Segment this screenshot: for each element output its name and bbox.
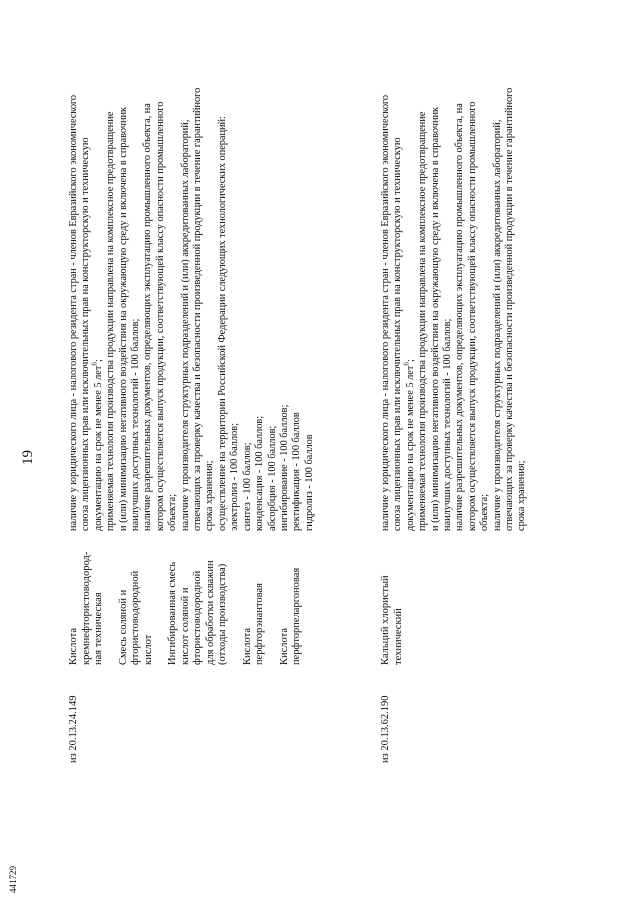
requirement-line-3: документацию на срок не менее 5 лет$^6$; <box>90 359 104 531</box>
row-1-products <box>68 525 304 665</box>
document-id: 441729 <box>8 866 18 893</box>
row-2-code: из 20.13.62.190 <box>380 695 391 763</box>
row-2-products <box>380 525 405 665</box>
row-1-code: из 20.13.24.149 <box>68 695 79 763</box>
page-number: 19 <box>20 450 36 465</box>
row-1-requirements: наличие у юридического лица - налогового резидента стран - членов Евразийского экономического союза лицензионных прав или исключительных прав на конструкторскую и техническую документацию на срок не менее 5 лет$^6$; применяемая технология производства продукции направлена на комплексное предотвращение и (или) минимизацию негативного воздействия на окружающую среду и включена в справочник наилучших доступных технологий - 100 баллов; наличие разрешительных документов, определяющих эксплуатацию промышленного объекта, на котором осуществляется выпуск продукции, соответствующей классу опасности промышленного объекта; наличие у производителя структурных подразделений и (или) аккредитованных лабораторий, отвечающих за проверку качества и безопасности произведенной продукции в течение гарантийного срока хранения; осуществление на территории Российской Федерации следующих технологических операций: электролиз - 100 баллов; синтез - 100 баллов; конденсация - 100 баллов; абсорбция - 100 баллов; ингибирование - 100 баллов; ректификация - 100 баллов гидролиз - 100 баллов <box>68 87 315 531</box>
product-5: Кислота перфторпеларгоновая <box>278 567 302 665</box>
requirement-line-3: документацию на срок не менее 5 лет$^6$; <box>402 359 416 531</box>
product-1: Кальций хлористый технический <box>380 575 404 665</box>
product-1: Кислота кремнефтористоводород- ная техническая <box>68 551 104 665</box>
product-2: Смесь соляной и фтористоводородной кислот <box>117 570 154 665</box>
row-2-requirements: наличие у юридического лица - налогового резидента стран - членов Евразийского экономического союза лицензионных прав или исключительных прав на конструкторскую и техническую документацию на срок не менее 5 лет$^6$; применяемая технология производства продукции направлена на комплексное предотвращение и (или) минимизацию негативного воздействия на окружающую среду и включена в справочник наилучших доступных технологий - 100 баллов; наличие разрешительных документов, определяющих эксплуатацию промышленного объекта, на котором осуществляется выпуск продукции, соответствующей классу опасности промышленного объекта; наличие у производителя структурных подразделений и (или) аккредитованных лабораторий, отвечающих за проверку качества и безопасности произведенной продукции в течение гарантийного срока хранения; <box>380 87 528 531</box>
product-4: Кислота перфторэнантовая <box>241 583 265 665</box>
product-3: Ингибированная смесь кислот соляной и фтористоводородной для обработки скважин (отходы производства) <box>167 560 228 665</box>
